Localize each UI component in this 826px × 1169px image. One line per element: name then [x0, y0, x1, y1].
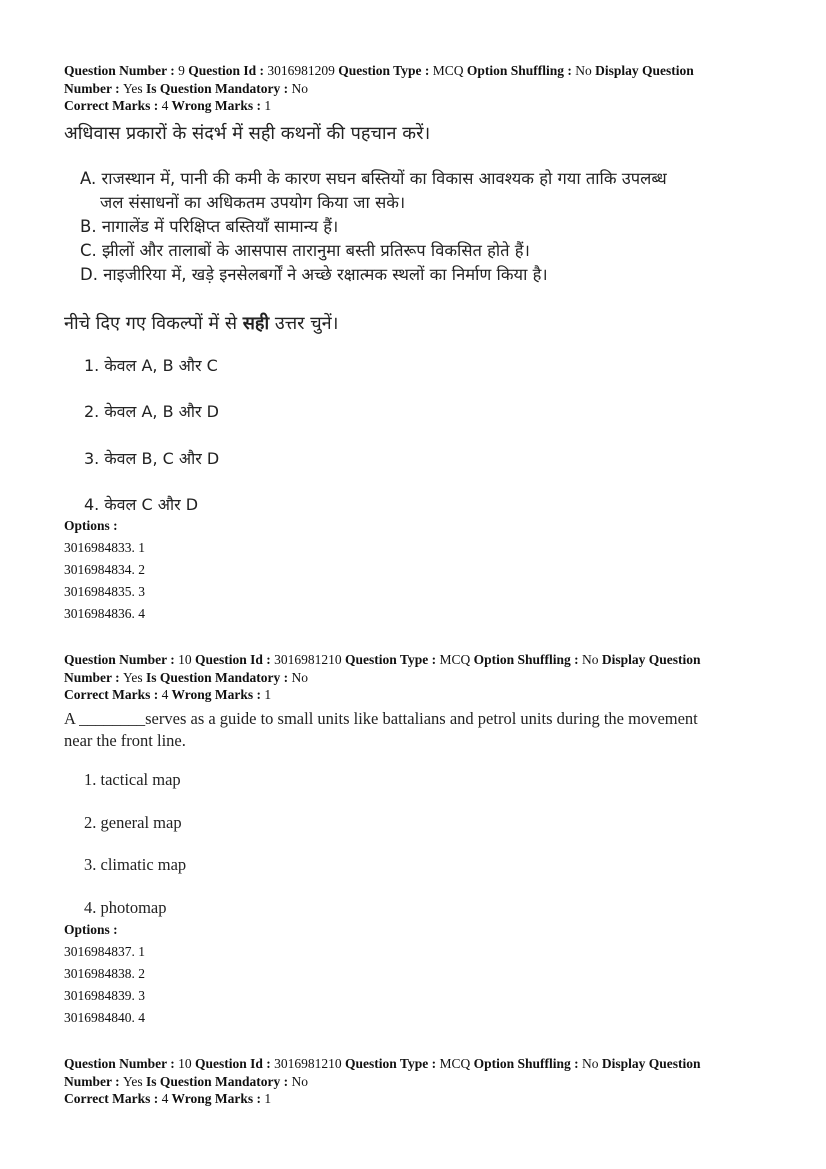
q10-meta-line-3: Correct Marks : 4 Wrong Marks : 1 — [64, 687, 272, 702]
q9-option-1: 3016984833. 1 — [64, 540, 145, 555]
q9-choice-1: 1. केवल A, B और C — [84, 356, 218, 375]
q9-choice-3: 3. केवल B, C और D — [84, 449, 220, 468]
q10-metadata — [64, 651, 774, 704]
q9-statement-d: D. नाइजीरिया में, खड़े इनसेलबर्गों ने अच्छे रक्षात्मक स्थलों का निर्माण किया है। — [80, 265, 548, 284]
q9-statement-b: B. नागालेंड में परिक्षिप्त बस्तियाँ सामान्य हैं। — [80, 217, 339, 236]
q10-meta-line-1: Question Number : 10 Question Id : 3016981210 Question Type : MCQ Option Shuffling : No Display Question — [64, 652, 701, 667]
q9-metadata — [64, 62, 774, 115]
q10-choice-4: 4. photomap — [84, 898, 167, 917]
q9-meta-line-3: Correct Marks : 4 Wrong Marks : 1 — [64, 98, 272, 113]
q10-option-2: 3016984838. 2 — [64, 966, 145, 981]
q10-repeat-meta-line-1: Question Number : 10 Question Id : 3016981210 Question Type : MCQ Option Shuffling : No Display Question — [64, 1056, 701, 1071]
q9-choice-4: 4. केवल C और D — [84, 495, 199, 514]
q9-options-heading: Options : — [64, 518, 118, 533]
q10-meta-line-2: Number : Yes Is Question Mandatory : No — [64, 669, 309, 685]
q9-option-3: 3016984835. 3 — [64, 584, 145, 599]
q10-options-heading: Options : — [64, 922, 118, 937]
q10-repeat-meta-line-2: Number : Yes Is Question Mandatory : No — [64, 1073, 309, 1089]
q9-choice-2: 2. केवल A, B और D — [84, 402, 219, 421]
q10-question-text: A ________serves as a guide to small units like battalians and petrol units during the movement near the front line. — [64, 709, 698, 750]
q9-instruction: नीचे दिए गए विकल्पों में से सही उत्तर चुनें। — [64, 313, 339, 334]
q9-meta-line-1: Question Number : 9 Question Id : 3016981209 Question Type : MCQ Option Shuffling : No Display Question — [64, 63, 694, 78]
q10-option-1: 3016984837. 1 — [64, 944, 145, 959]
q9-stem: अधिवास प्रकारों के संदर्भ में सही कथनों की पहचान करें। — [64, 123, 431, 144]
q10-choice-3: 3. climatic map — [84, 855, 187, 874]
q10-choice-1: 1. tactical map — [84, 770, 181, 789]
q9-statement-c: C. झीलों और तालाबों के आसपास तारानुमा बस्ती प्रतिरूप विकसित होते हैं। — [80, 241, 530, 260]
q9-option-4: 3016984836. 4 — [64, 606, 145, 621]
q9-statement-a: A. राजस्थान में, पानी की कमी के कारण सघन बस्तियों का विकास आवश्यक हो गया ताकि उपलब्ध जल संसाधनों का अधिकतम उपयोग किया जा सके। — [80, 169, 667, 212]
q10-choice-2: 2. general map — [84, 813, 182, 832]
q10-repeat-meta-line-3: Correct Marks : 4 Wrong Marks : 1 — [64, 1091, 272, 1106]
q9-option-2: 3016984834. 2 — [64, 562, 145, 577]
q10-option-3: 3016984839. 3 — [64, 988, 145, 1003]
q10-option-4: 3016984840. 4 — [64, 1010, 145, 1025]
q9-meta-line-2: Number : Yes Is Question Mandatory : No — [64, 80, 309, 96]
q10-repeat-metadata — [64, 1055, 774, 1108]
q9-statements — [64, 167, 774, 287]
